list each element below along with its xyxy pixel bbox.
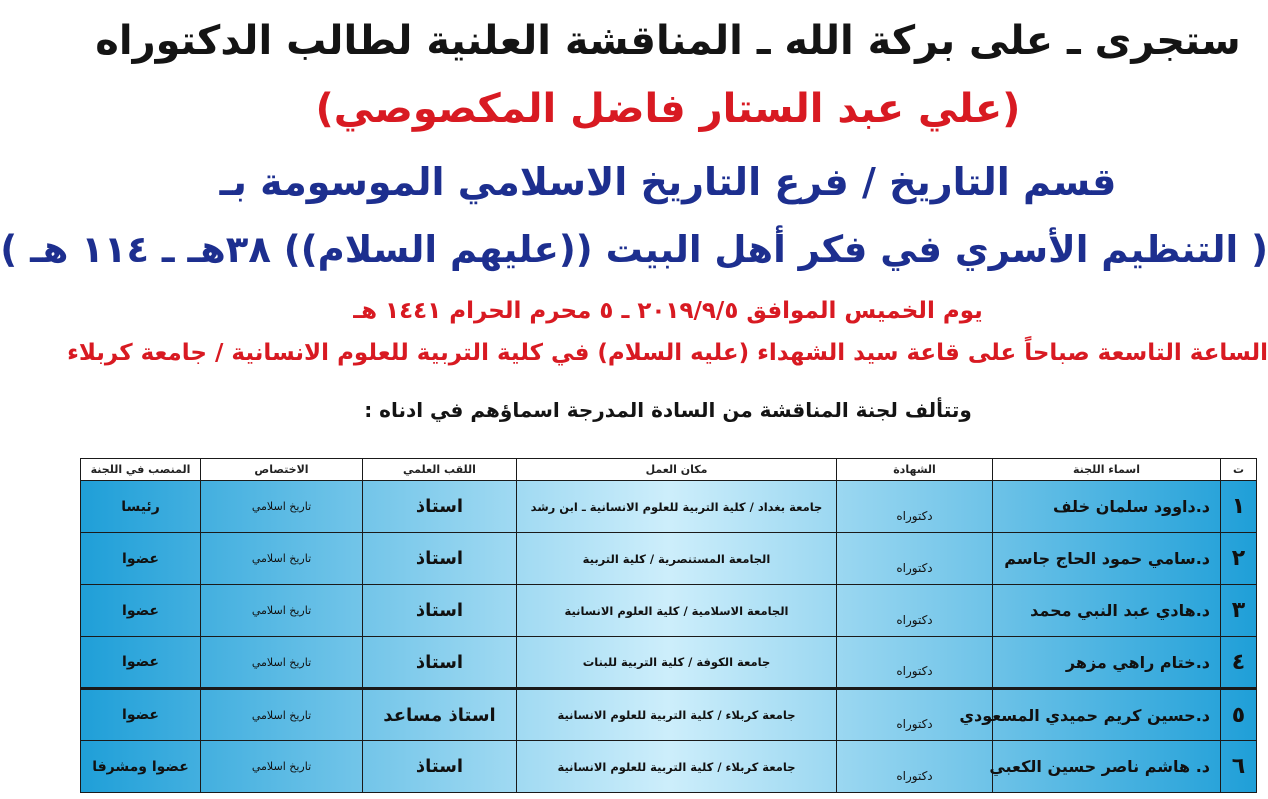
cell-no: ٤ [1221,637,1257,689]
cell-workplace: جامعة الكوفة / كلية التربية للبنات [517,637,837,689]
cell-workplace: جامعة بغداد / كلية التربية للعلوم الانسانية ـ ابن رشد [517,481,837,533]
cell-degree: دكتوراه [837,741,993,793]
cell-academic-title: استاذ [363,585,517,637]
cell-workplace: جامعة كربلاء / كلية التربية للعلوم الانسانية [517,741,837,793]
cell-specialization: تاريخ اسلامي [201,481,363,533]
thesis-title: ( التنظيم الأسري في فكر أهل البيت ((عليهم السلام)) ٣٨هـ ـ ١١٤ هـ ) [0,228,1268,271]
cell-role: عضوا [81,637,201,689]
cell-no: ٦ [1221,741,1257,793]
cell-academic-title: استاذ [363,481,517,533]
cell-name: د. هاشم ناصر حسين الكعبي [993,741,1221,793]
header-academic-title: اللقب العلمي [363,459,517,481]
cell-no: ٢ [1221,533,1257,585]
table-header-row [81,459,1257,481]
cell-specialization: تاريخ اسلامي [201,533,363,585]
cell-degree: دكتوراه [837,689,993,741]
table-row [81,481,1257,533]
cell-degree: دكتوراه [837,533,993,585]
cell-specialization: تاريخ اسلامي [201,585,363,637]
cell-name: د.سامي حمود الحاج جاسم [993,533,1221,585]
heading-line-1: ستجرى ـ على بركة الله ـ المناقشة العلنية لطالب الدكتوراه [95,18,1241,64]
cell-role: عضوا [81,689,201,741]
cell-degree: دكتوراه [837,481,993,533]
header-role: المنصب في اللجنة [81,459,201,481]
student-name: (علي عبد الستار فاضل المكصوصي) [315,86,1021,132]
cell-no: ١ [1221,481,1257,533]
cell-academic-title: استاذ [363,637,517,689]
department-line: قسم التاريخ / فرع التاريخ الاسلامي الموسومة بـ [219,160,1117,204]
cell-name: د.هادي عبد النبي محمد [993,585,1221,637]
table-row [81,689,1257,741]
cell-role: عضوا [81,585,201,637]
date-line: يوم الخميس الموافق ٢٠١٩/٩/٥ ـ ٥ محرم الحرام ١٤٤١ هـ [353,298,983,324]
cell-academic-title: استاذ [363,533,517,585]
committee-table [80,458,1257,793]
cell-role: رئيسا [81,481,201,533]
cell-name: د.حسين كريم حميدي المسعودي [993,689,1221,741]
cell-specialization: تاريخ اسلامي [201,689,363,741]
cell-no: ٣ [1221,585,1257,637]
cell-name: د.ختام راهي مزهر [993,637,1221,689]
table-row [81,533,1257,585]
table-row [81,585,1257,637]
table-row [81,741,1257,793]
cell-workplace: جامعة كربلاء / كلية التربية للعلوم الانسانية [517,689,837,741]
committee-intro: وتتألف لجنة المناقشة من السادة المدرجة اسماؤهم في ادناه : [364,398,972,422]
cell-specialization: تاريخ اسلامي [201,637,363,689]
cell-degree: دكتوراه [837,585,993,637]
cell-role: عضوا [81,533,201,585]
venue-line: الساعة التاسعة صباحاً على قاعة سيد الشهداء (عليه السلام) في كلية التربية للعلوم الانسانية / جامعة كربلاء [67,340,1268,366]
cell-specialization: تاريخ اسلامي [201,741,363,793]
cell-name: د.داوود سلمان خلف [993,481,1221,533]
header-workplace: مكان العمل [517,459,837,481]
cell-degree: دكتوراه [837,637,993,689]
cell-academic-title: استاذ [363,741,517,793]
header-no: ت [1221,459,1257,481]
cell-role: عضوا ومشرفا [81,741,201,793]
cell-workplace: الجامعة الاسلامية / كلية العلوم الانسانية [517,585,837,637]
header-name: اسماء اللجنة [993,459,1221,481]
table-row [81,637,1257,689]
header-degree: الشهادة [837,459,993,481]
cell-workplace: الجامعة المستنصرية / كلية التربية [517,533,837,585]
cell-no: ٥ [1221,689,1257,741]
header-specialization: الاختصاص [201,459,363,481]
cell-academic-title: استاذ مساعد [363,689,517,741]
